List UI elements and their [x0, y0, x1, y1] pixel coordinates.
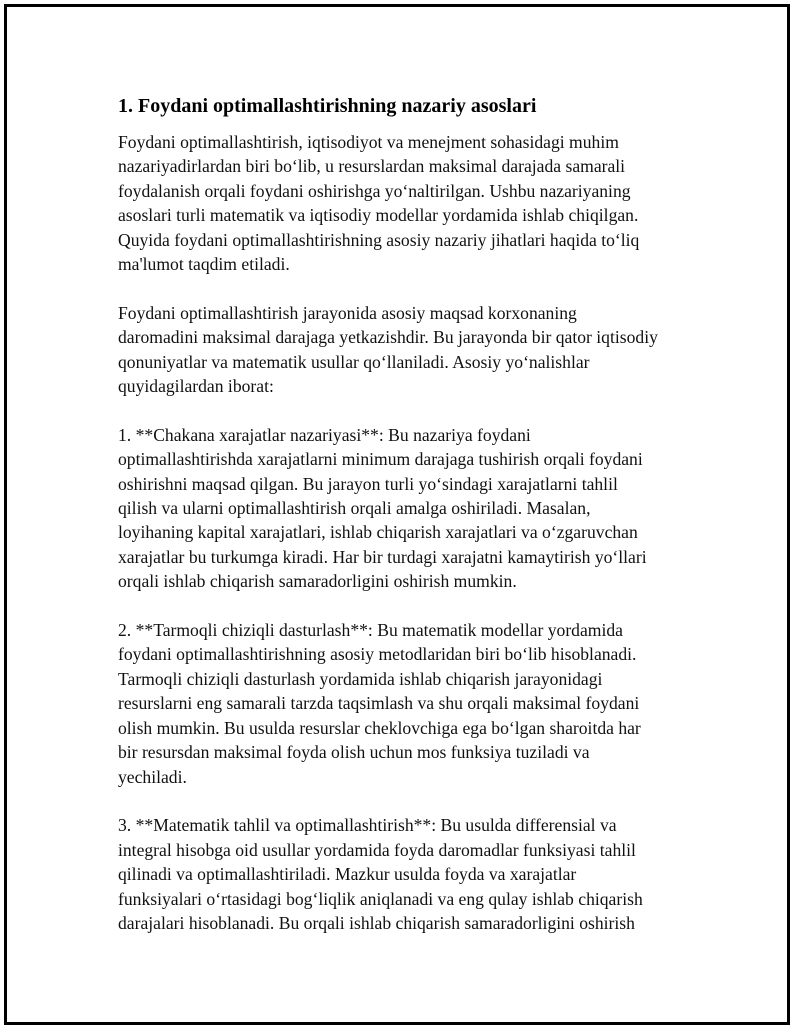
section-heading: 1. Foydani optimallashtirishning nazariy asoslari: [118, 95, 537, 117]
paragraph-line: bir resursdan maksimal foyda olish uchun mos funksiya tuziladi va: [118, 742, 590, 763]
paragraph-line: resurslarni eng samarali tarzda taqsimlash va shu orqali maksimal foydani: [118, 693, 640, 714]
paragraph-line: olish mumkin. Bu usulda resurslar cheklovchiga ega bo‘lgan sharoitda har: [118, 717, 641, 738]
paragraph-line: orqali ishlab chiqarish samaradorligini oshirish mumkin.: [118, 571, 517, 592]
paragraph-line: oshirishni maqsad qilgan. Bu jarayon turli yo‘sindagi xarajatlarni tahlil: [118, 473, 618, 494]
paragraph: [118, 130, 690, 276]
paragraph-line: funksiyalari o‘rtasidagi bog‘liqlik aniqlanadi va eng qulay ishlab chiqarish: [118, 888, 643, 909]
paragraph-line: loyihaning kapital xarajatlari, ishlab chiqarish xarajatlari va o‘zgaruvchan: [118, 522, 638, 543]
paragraph-line: 1. **Chakana xarajatlar nazariyasi**: Bu nazariya foydani: [118, 424, 531, 445]
paragraph-line: ma'lumot taqdim etiladi.: [118, 254, 290, 275]
paragraph-line: asoslari turli matematik va iqtisodiy modellar yordamida ishlab chiqilgan.: [118, 205, 639, 226]
paragraph-line: Foydani optimallashtirish, iqtisodiyot va menejment sohasidagi muhim: [118, 132, 619, 152]
paragraph-line: nazariyadirlardan biri bo‘lib, u resurslardan maksimal darajada samarali: [118, 156, 626, 177]
paragraph-line: Tarmoqli chiziqli dasturlash yordamida ishlab chiqarish jarayonidagi: [118, 668, 603, 689]
paragraph-line: 2. **Tarmoqli chiziqli dasturlash**: Bu matematik modellar yordamida: [118, 620, 623, 641]
paragraph-line: quyidagilardan iborat:: [118, 376, 274, 397]
paragraph-line: qilish va ularni optimallashtirish orqali amalga oshiriladi. Masalan,: [118, 498, 591, 519]
paragraph: [118, 423, 690, 594]
paragraph: [118, 618, 690, 789]
paragraph-line: optimallashtirishda xarajatlarni minimum darajaga tushirish orqali foydani: [118, 449, 643, 470]
paragraph-container: [118, 130, 690, 935]
paragraph-line: Foydani optimallashtirish jarayonida asosiy maqsad korxonaning: [118, 302, 577, 323]
paragraph-line: darajalari hisoblanadi. Bu orqali ishlab chiqarish samaradorligini oshirish: [118, 912, 635, 933]
document-body: [118, 92, 690, 960]
paragraph-line: 3. **Matematik tahlil va optimallashtirish**: Bu usulda differensial va: [118, 815, 617, 836]
paragraph-line: integral hisobga oid usullar yordamida foyda daromadlar funksiyasi tahlil: [118, 839, 636, 860]
paragraph-line: foydani optimallashtirishning asosiy metodlaridan biri bo‘lib hisoblanadi.: [118, 644, 637, 665]
paragraph-line: daromadini maksimal darajaga yetkazishdir. Bu jarayonda bir qator iqtisodiy: [118, 327, 658, 348]
paragraph-line: yechiladi.: [118, 766, 187, 787]
paragraph-line: qilinadi va optimallashtiriladi. Mazkur usulda foyda va xarajatlar: [118, 864, 577, 885]
paragraph: [118, 301, 690, 399]
paragraph-line: Quyida foydani optimallashtirishning asosiy nazariy jihatlari haqida to‘liq: [118, 229, 640, 250]
paragraph-line: xarajatlar bu turkumga kiradi. Har bir turdagi xarajatni kamaytirish yo‘llari: [118, 546, 647, 567]
paragraph: [118, 813, 690, 935]
paragraph-line: qonuniyatlar va matematik usullar qo‘llaniladi. Asosiy yo‘nalishlar: [118, 351, 590, 372]
paragraph-line: foydalanish orqali foydani oshirishga yo‘naltirilgan. Ushbu nazariyaning: [118, 180, 631, 201]
